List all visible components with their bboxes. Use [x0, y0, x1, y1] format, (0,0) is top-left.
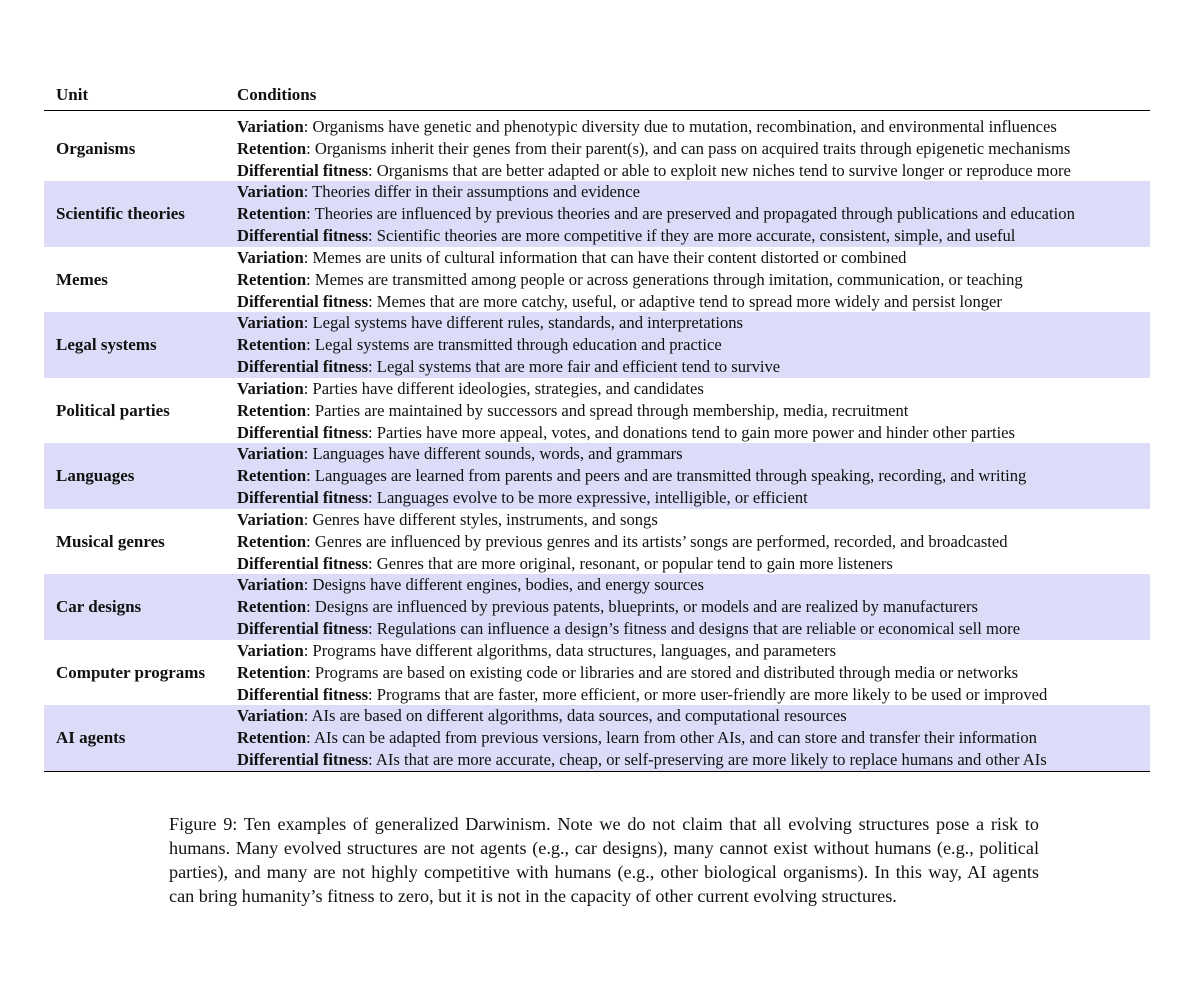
- differential-fitness-line: [237, 684, 1150, 706]
- differential-fitness-line-label: Differential fitness: [237, 291, 369, 311]
- differential-fitness-line-text: : Parties have more appeal, votes, and donations tend to gain more power and hinder other parties: [368, 422, 1016, 442]
- retention-line-label: Retention: [237, 138, 307, 158]
- variation-line-text: : Theories differ in their assumptions and evidence: [303, 182, 640, 202]
- variation-line-text: : Programs have different algorithms, data structures, languages, and parameters: [303, 640, 837, 660]
- differential-fitness-line: [237, 422, 1150, 444]
- variation-line-label: Variation: [237, 378, 304, 398]
- conditions-cell: [225, 705, 1150, 771]
- unit-cell: Organisms: [56, 138, 136, 158]
- differential-fitness-line-text: : Organisms that are better adapted or able to exploit new niches tend to survive longer or reproduce more: [368, 160, 1071, 180]
- table-row: [44, 640, 1150, 706]
- variation-line: [237, 509, 1150, 531]
- retention-line-text: : Organisms inherit their genes from their parent(s), and can pass on acquired traits through epigenetic mechanisms: [306, 138, 1071, 158]
- variation-line: [237, 443, 1150, 465]
- differential-fitness-line-label: Differential fitness: [237, 684, 369, 704]
- retention-line: [237, 596, 1150, 618]
- variation-line-label: Variation: [237, 313, 304, 333]
- table-row: [44, 378, 1150, 444]
- retention-line: [237, 531, 1150, 553]
- table-row: [44, 247, 1150, 313]
- table-row: [44, 509, 1150, 575]
- variation-line-label: Variation: [237, 575, 304, 595]
- unit-cell: Musical genres: [56, 531, 165, 551]
- conditions-cell: [225, 378, 1150, 444]
- differential-fitness-line-text: : Legal systems that are more fair and efficient tend to survive: [368, 357, 781, 377]
- variation-line-text: : Designs have different engines, bodies, and energy sources: [303, 575, 704, 595]
- differential-fitness-line-text: : Genres that are more original, resonant, or popular tend to gain more listeners: [368, 553, 893, 573]
- retention-line-label: Retention: [237, 597, 307, 617]
- retention-line-label: Retention: [237, 662, 307, 682]
- variation-line: [237, 574, 1150, 596]
- table-header-row: [44, 80, 1150, 111]
- differential-fitness-line: [237, 225, 1150, 247]
- table-row: [44, 705, 1150, 771]
- variation-line-label: Variation: [237, 247, 304, 267]
- conditions-cell: [225, 574, 1150, 640]
- table-row: [44, 181, 1150, 247]
- variation-line-text: : Memes are units of cultural information that can have their content distorted or combined: [303, 247, 907, 267]
- variation-line-text: : Languages have different sounds, words, and grammars: [303, 444, 683, 464]
- unit-cell: AI agents: [44, 705, 225, 771]
- differential-fitness-line: [237, 618, 1150, 640]
- variation-line-text: : Organisms have genetic and phenotypic diversity due to mutation, recombination, and environmental influences: [303, 117, 1057, 136]
- differential-fitness-line: [237, 487, 1150, 509]
- table-row: [44, 574, 1150, 640]
- variation-line: [237, 640, 1150, 662]
- retention-line-label: Retention: [237, 466, 307, 486]
- header-conditions: Conditions: [225, 80, 1150, 111]
- variation-line-label: Variation: [237, 117, 304, 136]
- table-row: [44, 111, 1150, 182]
- variation-line-label: Variation: [237, 444, 304, 464]
- retention-line-text: : Parties are maintained by successors and spread through membership, media, recruitment: [306, 400, 909, 420]
- retention-line-label: Retention: [237, 335, 307, 355]
- differential-fitness-line-label: Differential fitness: [237, 160, 369, 180]
- differential-fitness-line: [237, 160, 1150, 182]
- differential-fitness-line-label: Differential fitness: [237, 488, 369, 508]
- retention-line: [237, 203, 1150, 225]
- figure-caption: Figure 9: Ten examples of generalized Darwinism. Note we do not claim that all evolving structures pose a risk to humans. Many evolved structures are not agents (e.g., car designs), many cannot exist without humans (e.g., political parties), and many are not highly competitive with humans (e.g., other biological organisms). In this way, AI agents can bring humanity’s fitness to zero, but it is not in the capacity of other current evolving structures.: [169, 814, 1039, 907]
- table-body: [44, 111, 1150, 772]
- retention-line: [237, 138, 1150, 160]
- retention-line: [237, 662, 1150, 684]
- retention-line-label: Retention: [237, 400, 307, 420]
- retention-line: [237, 269, 1150, 291]
- unit-cell: Scientific theories: [56, 204, 185, 224]
- variation-line-label: Variation: [237, 509, 304, 529]
- differential-fitness-line: [237, 553, 1150, 575]
- variation-line-label: Variation: [237, 182, 304, 202]
- retention-line: [237, 465, 1150, 487]
- unit-cell: Car designs: [56, 597, 142, 617]
- conditions-cell: [225, 111, 1150, 182]
- differential-fitness-line-text: : Programs that are faster, more efficient, or more user-friendly are more likely to be used or improved: [368, 684, 1048, 704]
- header-unit: Unit: [44, 80, 225, 111]
- differential-fitness-line-text: : Scientific theories are more competitive if they are more accurate, consistent, simple, and useful: [368, 226, 1016, 246]
- unit-cell: Memes: [56, 269, 108, 289]
- retention-line-text: : Legal systems are transmitted through education and practice: [306, 335, 722, 355]
- differential-fitness-line-text: : Languages evolve to be more expressive, intelligible, or efficient: [368, 488, 808, 508]
- retention-line: [237, 400, 1150, 422]
- differential-fitness-line-text: : Regulations can influence a design’s fitness and designs that are reliable or economical sell more: [368, 619, 1021, 639]
- retention-line-label: Retention: [237, 728, 307, 748]
- table-row: [44, 312, 1150, 378]
- variation-line-label: Variation: [237, 706, 304, 726]
- differential-fitness-line-label: Differential fitness: [237, 619, 369, 639]
- variation-line: [237, 312, 1150, 334]
- differential-fitness-line: [237, 291, 1150, 313]
- darwinism-table: [44, 80, 1150, 772]
- differential-fitness-line-label: Differential fitness: [237, 357, 369, 377]
- differential-fitness-line-label: Differential fitness: [237, 749, 369, 769]
- variation-line: [237, 116, 1150, 138]
- retention-line: [237, 334, 1150, 356]
- conditions-cell: [225, 509, 1150, 575]
- variation-line: [237, 378, 1150, 400]
- conditions-cell: [225, 640, 1150, 706]
- variation-line: [237, 181, 1150, 203]
- differential-fitness-line: [237, 356, 1150, 378]
- variation-line-label: Variation: [237, 640, 304, 660]
- retention-line: [237, 727, 1150, 749]
- variation-line: [237, 247, 1150, 269]
- retention-line-label: Retention: [237, 269, 307, 289]
- table-row: [44, 443, 1150, 509]
- unit-cell: Computer programs: [56, 662, 206, 682]
- differential-fitness-line-label: Differential fitness: [237, 422, 369, 442]
- differential-fitness-line-text: : AIs that are more accurate, cheap, or self-preserving are more likely to replace humans and other AIs: [368, 749, 1047, 769]
- variation-line-text: : Parties have different ideologies, strategies, and candidates: [303, 378, 704, 398]
- variation-line-text: : Legal systems have different rules, standards, and interpretations: [303, 313, 743, 333]
- variation-line: [237, 705, 1150, 727]
- retention-line-text: : Programs are based on existing code or libraries and are stored and distributed through media or networks: [306, 662, 1019, 682]
- unit-cell: Political parties: [56, 400, 170, 420]
- retention-line-text: : Languages are learned from parents and peers and are transmitted through speaking, recording, and writing: [306, 466, 1027, 486]
- retention-line-label: Retention: [237, 204, 307, 224]
- retention-line-text: : Genres are influenced by previous genres and its artists’ songs are performed, recorded, and broadcasted: [306, 531, 1008, 551]
- variation-line-text: : AIs are based on different algorithms, data sources, and computational resources: [303, 706, 847, 726]
- conditions-cell: [225, 312, 1150, 378]
- retention-line-label: Retention: [237, 531, 307, 551]
- unit-cell: Languages: [56, 466, 135, 486]
- differential-fitness-line: [237, 749, 1150, 771]
- differential-fitness-line-label: Differential fitness: [237, 553, 369, 573]
- differential-fitness-line-text: : Memes that are more catchy, useful, or adaptive tend to spread more widely and persist longer: [368, 291, 1002, 311]
- unit-cell: Legal systems: [56, 335, 157, 355]
- variation-line-text: : Genres have different styles, instruments, and songs: [303, 509, 658, 529]
- retention-line-text: : Theories are influenced by previous theories and are preserved and propagated through publications and education: [306, 204, 1075, 224]
- retention-line-text: : Memes are transmitted among people or across generations through imitation, communication, or teaching: [306, 269, 1023, 289]
- darwinism-table-container: [44, 80, 1150, 772]
- conditions-cell: [225, 443, 1150, 509]
- conditions-cell: [225, 247, 1150, 313]
- retention-line-text: : Designs are influenced by previous patents, blueprints, or models and are realized by manufacturers: [306, 597, 978, 617]
- retention-line-text: : AIs can be adapted from previous versions, learn from other AIs, and can store and transfer their information: [306, 728, 1037, 748]
- conditions-cell: [225, 181, 1150, 247]
- differential-fitness-line-label: Differential fitness: [237, 226, 369, 246]
